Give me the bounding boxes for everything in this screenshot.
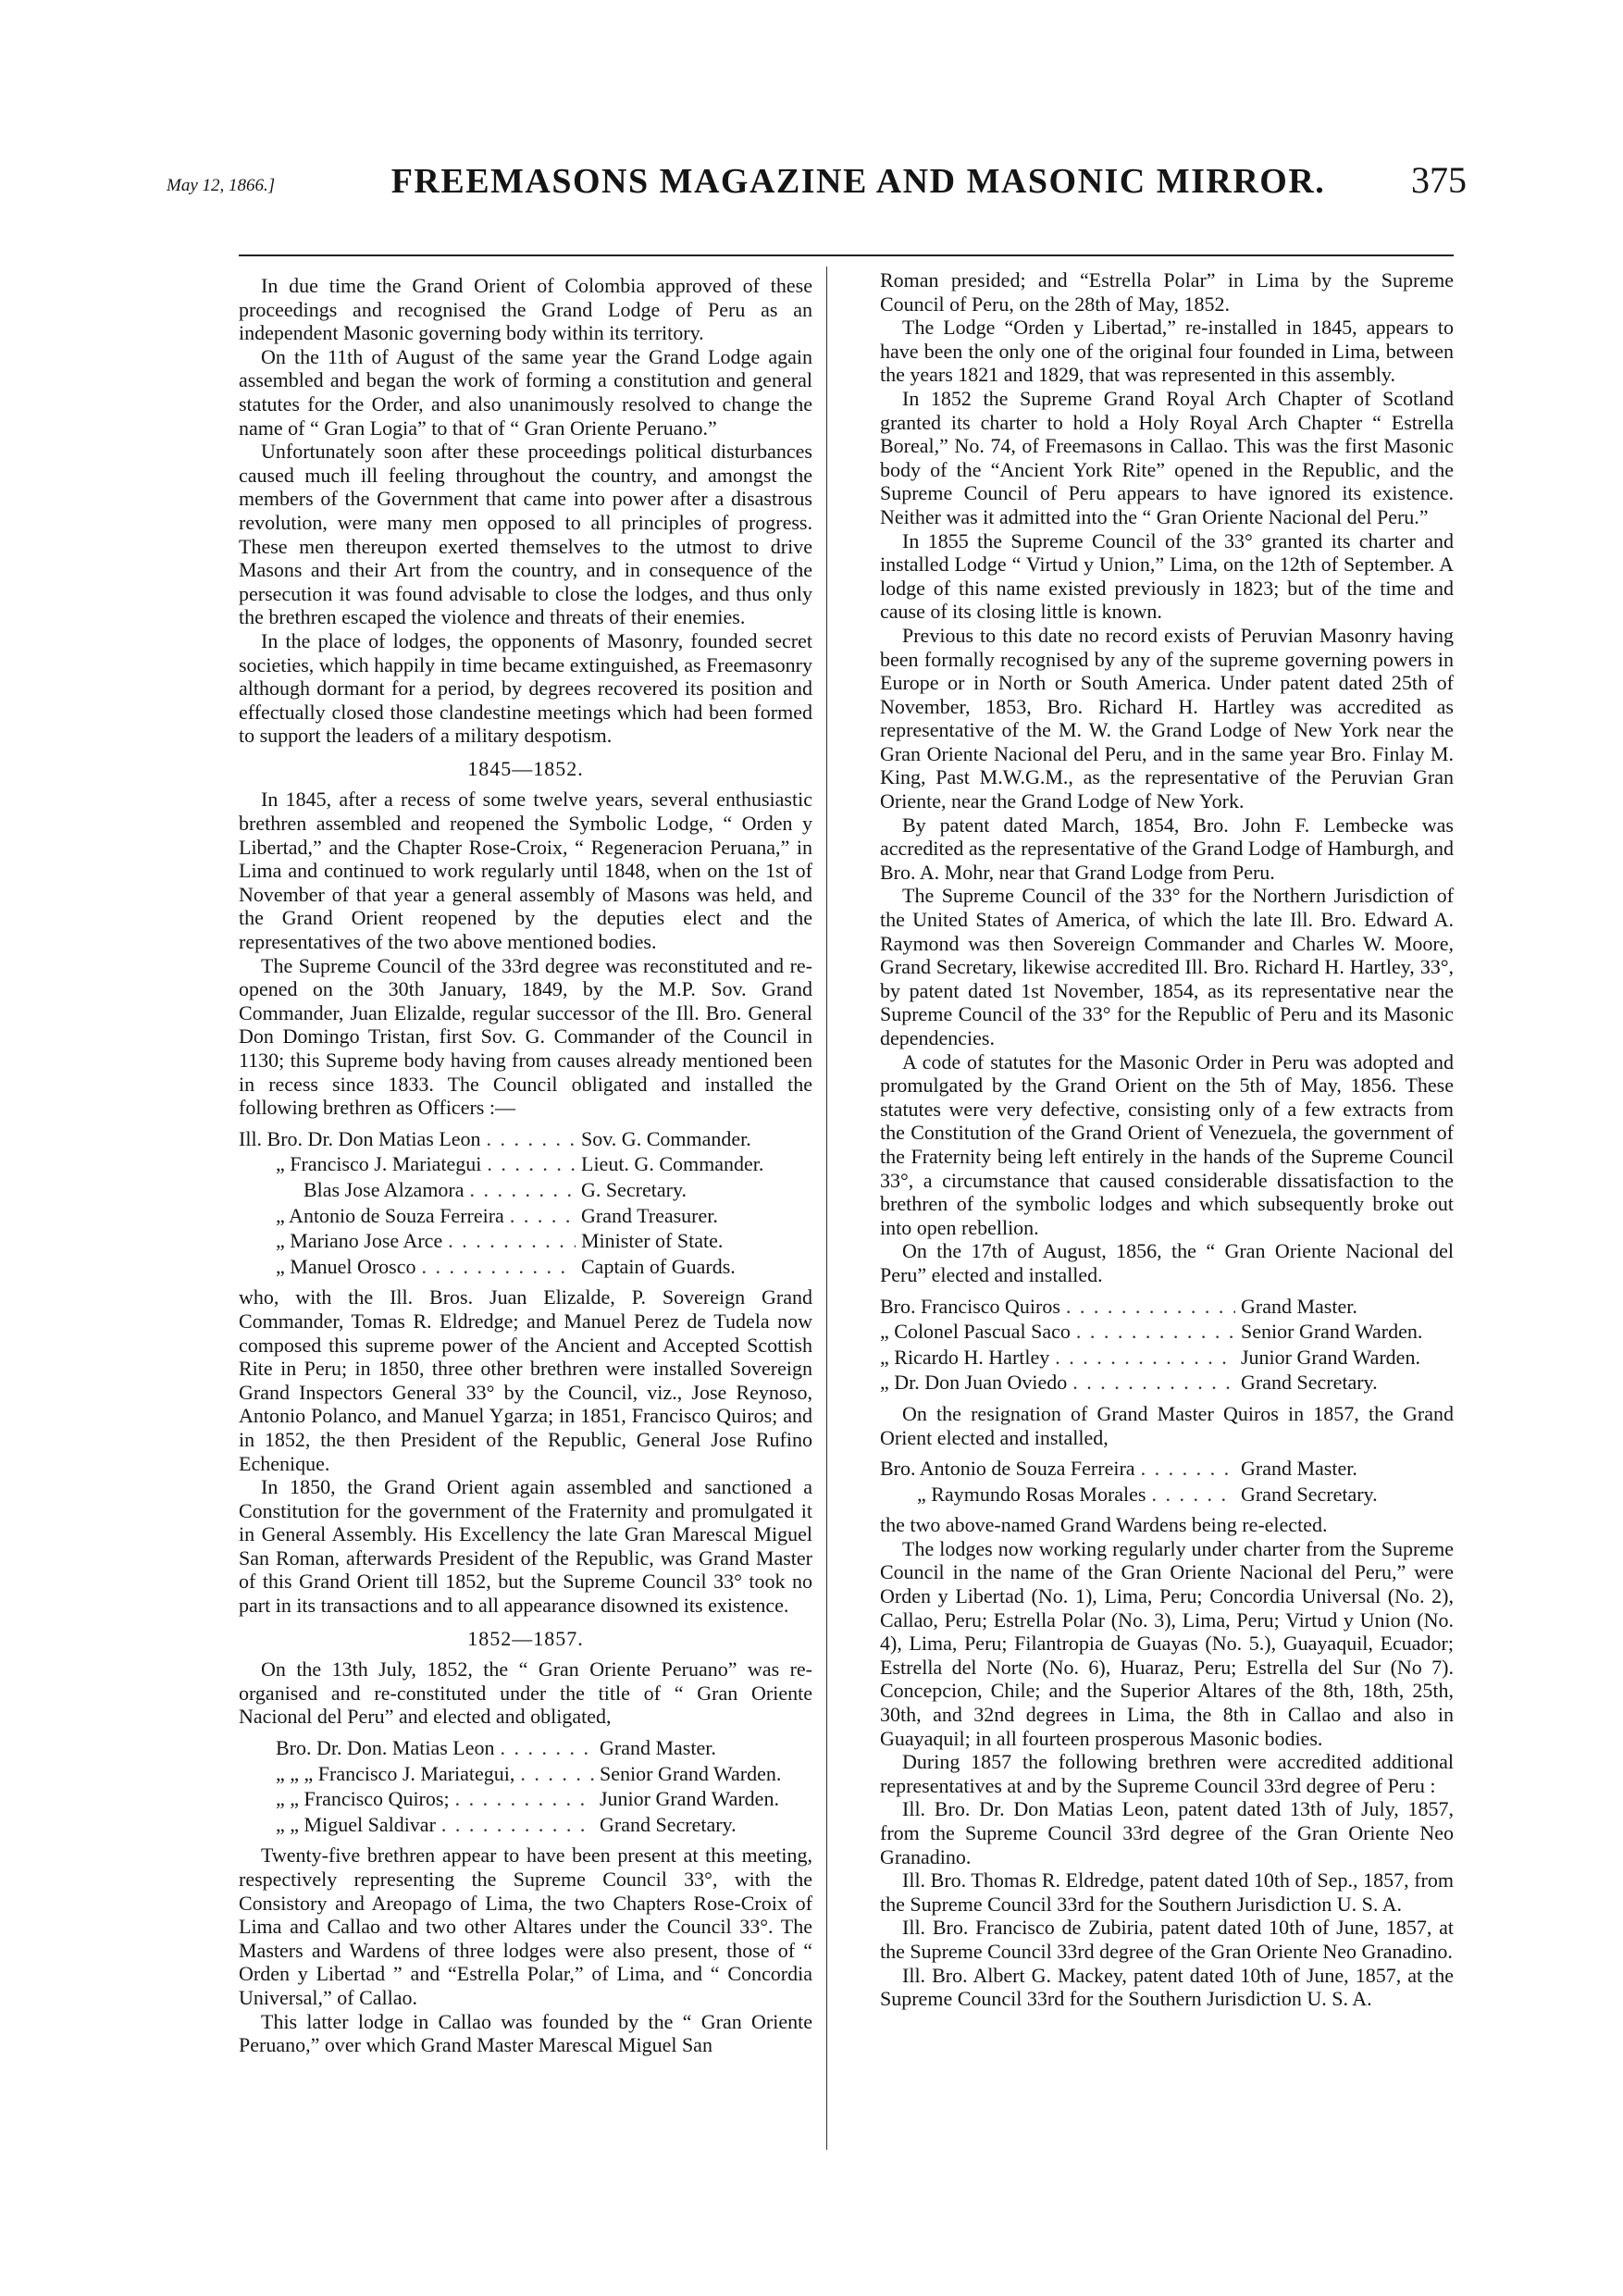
officer-row	[239, 1178, 812, 1202]
paragraph: Twenty-five brethren appear to have been present at this meeting, respectively representing the Supreme Council 33°, with the Consistory and Areopago of Lima, the two Chapters Rose-Croix of Lima and Callao and two other Altares under the Council 33°. The Masters and Wardens of three lodges were also present, those of “ Orden y Libertad ” and “Estrella Polar,” of Lima, and “ Concordia Universal,” of Callao.	[239, 1843, 812, 2009]
officer-title: Grand Treasurer.	[581, 1203, 718, 1227]
officer-name: „ Raymundo Rosas Morales	[917, 1482, 1146, 1506]
column-divider	[826, 267, 827, 2150]
officer-row	[880, 1457, 1454, 1481]
officer-row	[239, 1229, 812, 1253]
officer-title: Junior Grand Warden.	[1241, 1345, 1420, 1369]
officer-row	[239, 1204, 812, 1228]
officer-row	[880, 1295, 1454, 1319]
officer-name: „ Antonio de Souza Ferreira	[276, 1203, 504, 1227]
officer-title: Grand Master.	[1241, 1457, 1357, 1481]
officer-row	[880, 1371, 1454, 1395]
paragraph: In the place of lodges, the opponents of Masonry, founded secret societies, which happily in time became extinguished, as Freemasonry although dormant for a period, by degrees recovered its position and effectually closed those clandestine meetings which had been formed to support the leaders of a military despotism.	[239, 628, 812, 748]
officer-name: Ill. Bro. Dr. Don Matias Leon	[239, 1126, 481, 1150]
paragraph: Roman presided; and “Estrella Polar” in Lima by the Supreme Council of Peru, on the 28th of May, 1852.	[880, 268, 1454, 316]
paragraph: Ill. Bro. Dr. Don Matias Leon, patent dated 13th of July, 1857, from the Supreme Council 33rd degree of the Gran Oriente Neo Granadino.	[880, 1797, 1454, 1868]
officer-name: Bro. Antonio de Souza Ferreira	[880, 1457, 1135, 1481]
officer-name: „ Dr. Don Juan Oviedo	[880, 1371, 1068, 1395]
officer-name: „ „ Miguel Saldivar	[276, 1812, 436, 1836]
officer-title: Grand Secretary.	[600, 1812, 737, 1836]
paragraph: During 1857 the following brethren were accredited additional representatives at and by the Supreme Council 33rd degree of Peru :	[880, 1750, 1454, 1797]
paragraph: The Supreme Council of the 33° for the Northern Jurisdiction of the United States of America, of which the late Ill. Bro. Edward A. Raymond was then Sovereign Commander and Charles W. Moore, Grand Secretary, likewise accredited Ill. Bro. Richard H. Hartley, 33°, by patent dated 1st November, 1854, as its representative near the Supreme Council of the 33° for the Republic of Peru and its Masonic dependencies.	[880, 884, 1454, 1049]
officer-row	[239, 1255, 812, 1279]
header-rule	[239, 254, 1454, 256]
officer-row	[239, 1127, 812, 1151]
paragraph: By patent dated March, 1854, Bro. John F. Lembecke was accredited as the representative of the Grand Lodge of Hamburgh, and Bro. A. Mohr, near that Grand Lodge from Peru.	[880, 813, 1454, 884]
paragraph: The Lodge “Orden y Libertad,” re-installed in 1845, appears to have been the only one of the original four founded in Lima, between the years 1821 and 1829, that was represented in this assembly.	[880, 316, 1454, 387]
officers-list-1857	[880, 1457, 1454, 1506]
magazine-title: FREEMASONS MAGAZINE AND MASONIC MIRROR.	[390, 162, 1326, 201]
issue-date: May 12, 1866.]	[167, 176, 276, 195]
officer-name: „ „ Francisco Quiros;	[276, 1787, 450, 1811]
paragraph: In due time the Grand Orient of Colombia approved of these proceedings and recognised the Grand Lodge of Peru as an independent Masonic governing body within its territory.	[239, 274, 812, 345]
officer-title: Grand Master.	[600, 1736, 716, 1760]
paragraph: Unfortunately soon after these proceedings political disturbances caused much ill feeling throughout the country, and amongst the members of the Government that came into power after a disastrous revolution, were many men opposed to all principles of progress. These men thereupon exerted themselves to the utmost to drive Masons and their Art from the country, and in consequence of the persecution it was found advisable to close the lodges, and thus only the brethren escaped the violence and threats of their enemies.	[239, 440, 812, 629]
officer-title: Grand Master.	[1241, 1294, 1357, 1318]
paragraph: Ill. Bro. Thomas R. Eldredge, patent dated 10th of Sep., 1857, from the Supreme Council 33rd for the Southern Jurisdiction U. S. A.	[880, 1868, 1454, 1916]
paragraph: In 1850, the Grand Orient again assembled and sanctioned a Constitution for the government of the Fraternity and promulgated it in General Assembly. His Excellency the late Gran Marescal Miguel San Roman, afterwards President of the Republic, was Grand Master of this Grand Orient till 1852, but the Supreme Council 33° took no part in its transactions and to all appearance disowned its existence.	[239, 1475, 812, 1618]
paragraph: Ill. Bro. Francisco de Zubiria, patent dated 10th of June, 1857, at the Supreme Council 33rd degree of the Gran Oriente Neo Granadino.	[880, 1916, 1454, 1963]
officer-title: Sov. G. Commander.	[581, 1126, 751, 1150]
paragraph: In 1845, after a recess of some twelve years, several enthusiastic brethren assembled and reopened the Symbolic Lodge, “ Orden y Libertad,” and the Chapter Rose-Croix, “ Regeneracion Peruana,” in Lima and continued to work regularly until 1848, when on the 1st of November of that year a general assembly of Masons was held, and the Grand Orient reopened by the deputies elect and the representatives of the two above mentioned bodies.	[239, 788, 812, 954]
officer-row	[239, 1813, 812, 1837]
paragraph: Ill. Bro. Albert G. Mackey, patent dated 10th of June, 1857, at the Supreme Council 33rd for the Southern Jurisdiction U. S. A.	[880, 1963, 1454, 2011]
officer-name: Bro. Dr. Don. Matias Leon	[276, 1736, 495, 1760]
paragraph: On the resignation of Grand Master Quiros in 1857, the Grand Orient elected and installed,	[880, 1401, 1454, 1449]
officer-name: Bro. Francisco Quiros	[880, 1294, 1060, 1318]
paragraph: The Supreme Council of the 33rd degree was reconstituted and re-opened on the 30th January, 1849, by the M.P. Sov. Grand Commander, Juan Elizalde, regular successor of the Ill. Bro. General Don Domingo Tristan, first Sov. G. Commander of the Council in 1130; this Supreme body having from causes already mentioned been in recess since 1833. The Council obligated and installed the following brethren as Officers :—	[239, 953, 812, 1120]
officer-name: „ Francisco J. Mariategui	[276, 1152, 482, 1176]
officer-row	[239, 1787, 812, 1811]
paragraph: On the 11th of August of the same year the Grand Lodge again assembled and began the work of forming a constitution and general statutes for the Order, and also unanimously resolved to change the name of “ Gran Logia” to that of “ Gran Oriente Peruano.”	[239, 344, 812, 440]
right-column	[880, 268, 1454, 2011]
paragraph: On the 13th July, 1852, the “ Gran Oriente Peruano” was re-organised and re-constituted under the title of “ Gran Oriente Nacional del Peru” and elected and obligated,	[239, 1657, 812, 1729]
officer-name: „ Mariano Jose Arce	[276, 1229, 443, 1253]
officer-title: Captain of Guards.	[581, 1254, 736, 1278]
paragraph: This latter lodge in Callao was founded by the “ Gran Oriente Peruano,” over which Grand Master Marescal Miguel San	[239, 2009, 812, 2057]
paragraph: The lodges now working regularly under charter from the Supreme Council in the name of the Gran Oriente Nacional del Peru,” were Orden y Libertad (No. 1), Lima, Peru; Concordia Universal (No. 2), Callao, Peru; Estrella Polar (No. 3), Lima, Peru; Virtud y Union (No. 4), Lima, Peru; Filantropia de Guayas (No. 5.), Guayaquil, Ecuador; Estrella del Norte (No. 6), Huaraz, Peru; Estrella del Sur (No 7). Concepcion, Chile; and the Superior Altares of the 8th, 18th, 25th, 30th, and 32nd degrees in Lima, the 8th in Callao and also in Guayaquil; in all fourteen prosperous Masonic bodies.	[880, 1536, 1454, 1750]
paragraph: Previous to this date no record exists of Peruvian Masonry having been formally recognised by any of the supreme governing powers in Europe or in North or South America. Under patent dated 25th of November, 1853, Bro. Richard H. Hartley was accredited as representative of the M. W. the Grand Lodge of New York near the Gran Oriente Nacional del Peru, and in the same year Bro. Finlay M. King, Past M.W.G.M., as the representative of the Peruvian Gran Oriente, near the Grand Lodge of New York.	[880, 623, 1454, 813]
paragraph: who, with the Ill. Bros. Juan Elizalde, P. Sovereign Grand Commander, Tomas R. Eldredge; and Manuel Perez de Tudela now composed this supreme power of the Ancient and Accepted Scottish Rite in Peru; in 1850, three other brethren were installed Sovereign Grand Inspectors General 33° by the Council, viz., Jose Reynoso, Antonio Polanco, and Manuel Ygarza; in 1851, Francisco Quiros; and in 1852, the then President of the Republic, General Jose Rufino Echenique.	[239, 1285, 812, 1475]
officer-title: Junior Grand Warden.	[600, 1787, 779, 1811]
officer-name: „ Manuel Orosco	[276, 1254, 416, 1278]
officers-list-1856	[880, 1295, 1454, 1395]
paragraph: the two above-named Grand Wardens being re-elected.	[880, 1513, 1328, 1537]
officer-title: Grand Secretary.	[1241, 1371, 1378, 1395]
officer-title: Minister of State.	[581, 1229, 724, 1253]
officer-row	[239, 1152, 812, 1176]
officer-row	[239, 1736, 812, 1760]
left-column	[239, 274, 812, 2057]
officer-title: Lieut. G. Commander.	[581, 1152, 764, 1176]
officer-row	[880, 1346, 1454, 1370]
paragraph: On the 17th of August, 1856, the “ Gran Oriente Nacional del Peru” elected and installed.	[880, 1239, 1454, 1286]
paragraph: A code of statutes for the Masonic Order in Peru was adopted and promulgated by the Grand Orient on the 5th of May, 1856. These statutes were very defective, consisting only of a few extracts from the Constitution of the Grand Orient of Venezuela, the government of the Fraternity being left entirely in the hands of the Supreme Council 33°, a circumstance that caused considerable dissatisfaction to the brethren of the symbolic lodges and which subsequently broke out into open rebellion.	[880, 1049, 1454, 1239]
officers-list-1849	[239, 1127, 812, 1279]
officer-name: Blas Jose Alzamora	[304, 1177, 465, 1201]
paragraph: In 1852 the Supreme Grand Royal Arch Chapter of Scotland granted its charter to hold a Holy Royal Arch Chapter “ Estrella Boreal,” No. 74, of Freemasons in Callao. This was the first Masonic body of the “Ancient York Rite” opened in the Republic, and the Supreme Council of Peru appears to have ignored its existence. Neither was it admitted into the “ Gran Oriente Nacional del Peru.”	[880, 386, 1454, 528]
section-heading: 1852—1857.	[467, 1626, 584, 1650]
officer-title: Senior Grand Warden.	[1241, 1320, 1423, 1344]
officer-title: Senior Grand Warden.	[600, 1761, 782, 1785]
page-header	[167, 146, 1467, 202]
officer-name: „ „ „ Francisco J. Mariategui,	[276, 1761, 515, 1785]
section-heading: 1845—1852.	[467, 756, 584, 780]
officer-row	[880, 1483, 1454, 1507]
officer-title: Grand Secretary.	[1241, 1482, 1378, 1506]
officers-list-1852	[239, 1736, 812, 1836]
officer-name: „ Ricardo H. Hartley	[880, 1345, 1050, 1369]
officer-name: „ Colonel Pascual Saco	[880, 1320, 1071, 1344]
paragraph: In 1855 the Supreme Council of the 33° granted its charter and installed Lodge “ Virtud y Union,” Lima, on the 12th of September. A lodge of this name existed previously in 1823; but of the time and cause of its closing little is known.	[880, 528, 1454, 624]
officer-title: G. Secretary.	[581, 1177, 688, 1201]
officer-row	[880, 1320, 1454, 1344]
officer-row	[239, 1762, 812, 1786]
page-number: 375	[1411, 159, 1467, 201]
